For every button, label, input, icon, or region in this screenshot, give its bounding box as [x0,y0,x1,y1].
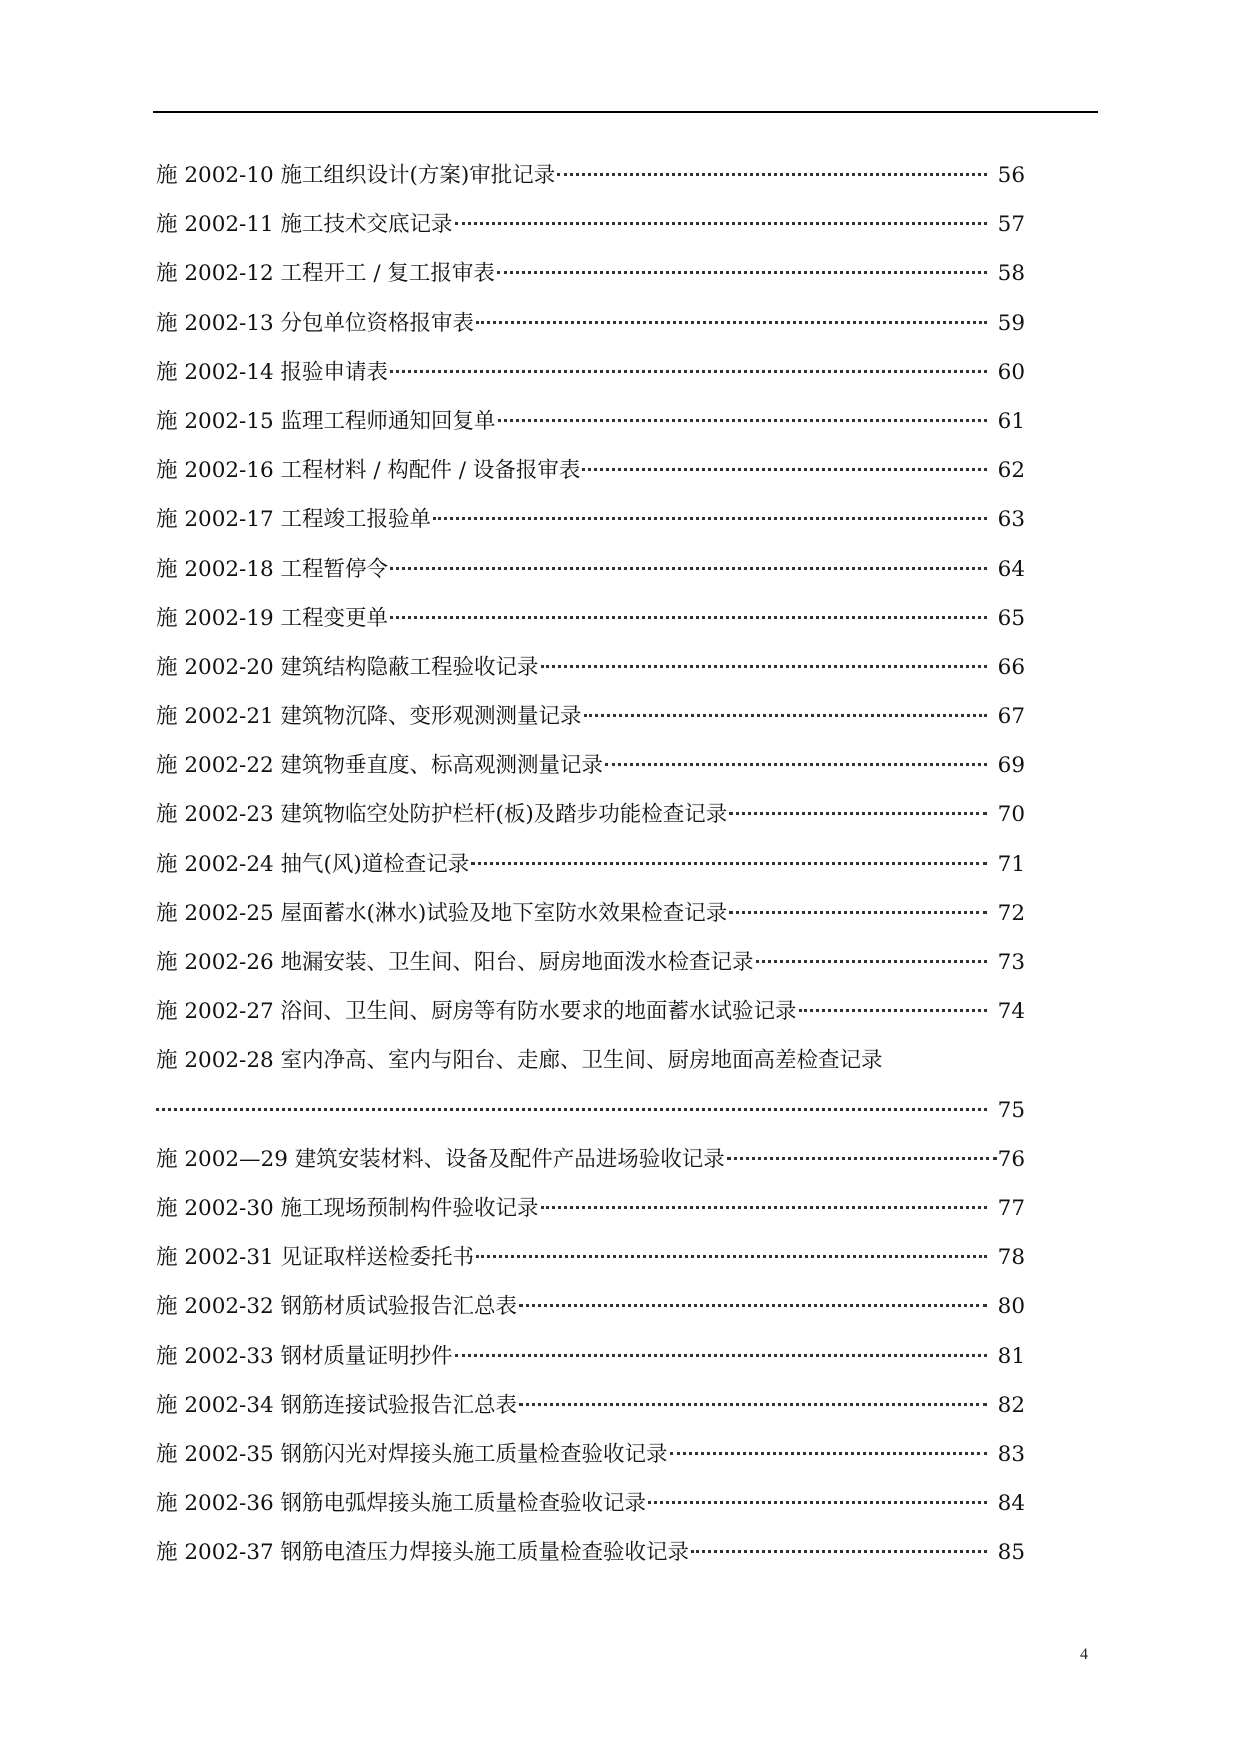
toc-entry[interactable] [156,1135,1025,1184]
toc-entry-page: 75 [997,1097,1025,1123]
toc-entry-title: 施 2002-31 见证取样送检委托书 [156,1245,475,1271]
toc-entry-title: 施 2002-14 报验申请表 [156,359,389,385]
dot-leader [476,321,987,324]
toc-entry-page: 77 [997,1195,1025,1221]
toc-entry-title: 施 2002-35 钢筋闪光对焊接头施工质量检查验收记录 [156,1441,668,1467]
toc-entry-title: 施 2002-32 钢筋材质试验报告汇总表 [156,1294,518,1320]
dot-leader [729,812,987,815]
toc-entry-page: 80 [997,1294,1025,1320]
toc-entry[interactable] [156,987,1025,1036]
toc-entry-page: 78 [997,1245,1025,1271]
toc-entry-page: 81 [997,1343,1025,1369]
toc-entry[interactable] [156,249,1025,298]
toc-entry-page: 65 [997,605,1025,631]
toc-entry-title: 施 2002-17 工程竣工报验单 [156,507,432,533]
toc-entry-page: 59 [997,310,1025,336]
toc-entry-page: 60 [997,359,1025,385]
toc-entry[interactable] [156,1233,1025,1282]
toc-entry-page: 71 [997,851,1025,877]
dot-leader [727,1157,997,1160]
toc-entry-title: 施 2002-16 工程材料 / 构配件 / 设备报审表 [156,458,581,484]
toc-entry-page: 85 [997,1540,1025,1566]
dot-leader [582,468,987,471]
toc-entry-title: 施 2002-12 工程开工 / 复工报审表 [156,261,495,287]
dot-leader [455,222,987,225]
header-rule [153,111,1098,113]
toc-entry-title: 施 2002-22 建筑物垂直度、标高观测测量记录 [156,753,604,779]
toc-entry-title: 施 2002-37 钢筋电渣压力焊接头施工质量检查验收记录 [156,1540,690,1566]
dot-leader [541,1206,987,1209]
toc-entry[interactable] [156,1528,1025,1577]
toc-entry[interactable] [156,1332,1025,1381]
dot-leader [648,1501,987,1504]
toc-entry-title: 施 2002-25 屋面蓄水(淋水)试验及地下室防水效果检查记录 [156,900,728,926]
dot-leader [476,1255,987,1258]
toc-entry-page: 66 [997,654,1025,680]
toc-entry-page: 61 [997,408,1025,434]
dot-leader [156,1108,987,1111]
toc-entry-page: 64 [997,556,1025,582]
toc-entry-title: 施 2002-36 钢筋电弧焊接头施工质量检查验收记录 [156,1491,647,1517]
toc-entry-title: 施 2002-30 施工现场预制构件验收记录 [156,1195,539,1221]
dot-leader [497,271,987,274]
toc-entry-title: 施 2002-20 建筑结构隐蔽工程验收记录 [156,654,539,680]
toc-entry[interactable] [156,348,1025,397]
page-number: 4 [1080,1646,1088,1663]
dot-leader [455,1354,987,1357]
toc-entry-title: 施 2002-13 分包单位资格报审表 [156,310,475,336]
toc-entry[interactable] [156,840,1025,889]
toc-entry-page: 58 [997,261,1025,287]
toc-entry-title: 施 2002-26 地漏安装、卫生间、阳台、厨房地面泼水检查记录 [156,950,754,975]
toc-entry-page: 67 [997,704,1025,730]
toc-entry-title: 施 2002-33 钢材质量证明抄件 [156,1343,453,1369]
toc-entry[interactable] [156,545,1025,594]
toc-entry-page: 62 [997,458,1025,484]
dot-leader [729,911,987,914]
toc-entry[interactable] [156,1479,1025,1528]
toc-entry[interactable] [156,741,1025,790]
toc-entry-page: 72 [997,900,1025,926]
toc-entry[interactable] [156,151,1025,200]
toc-entry-page: 82 [997,1392,1025,1418]
toc-entry-title: 施 2002-15 监理工程师通知回复单 [156,408,496,434]
toc-entry-title: 施 2002-27 浴间、卫生间、厨房等有防水要求的地面蓄水试验记录 [156,999,797,1025]
dot-leader [605,763,987,766]
dot-leader [799,1009,987,1012]
dot-leader [691,1550,987,1553]
toc-entry[interactable] [156,299,1025,348]
toc-entry-title: 施 2002-18 工程暂停令 [156,556,389,582]
toc-entry-wrapped-title[interactable] [156,1036,1025,1085]
dot-leader [519,1403,987,1406]
dot-leader [471,862,987,865]
toc-entry-title: 施 2002-28 室内净高、室内与阳台、走廊、卫生间、厨房地面高差检查记录 [156,1048,883,1074]
toc-entry-wrapped-leader[interactable] [156,1086,1025,1135]
dot-leader [390,567,987,570]
toc-entry[interactable] [156,643,1025,692]
toc-entry-title: 施 2002-21 建筑物沉降、变形观测测量记录 [156,704,582,730]
toc-entry-page: 69 [997,753,1025,779]
dot-leader [557,173,987,176]
toc-entry-title: 施 2002-23 建筑物临空处防护栏杆(板)及踏步功能检查记录 [156,802,728,828]
toc-entry[interactable] [156,1282,1025,1331]
toc-entry[interactable] [156,594,1025,643]
toc-entry-page: 74 [997,999,1025,1025]
dot-leader [756,960,987,963]
dot-leader [670,1452,987,1455]
toc-entry[interactable] [156,495,1025,544]
toc-entry[interactable] [156,1184,1025,1233]
toc-entry[interactable] [156,1381,1025,1430]
toc-entry-page: 83 [997,1441,1025,1467]
toc-entry-title: 施 2002—29 建筑安装材料、设备及配件产品进场验收记录 [156,1146,725,1172]
dot-leader [541,665,987,668]
dot-leader [584,714,987,717]
toc-entry-title: 施 2002-11 施工技术交底记录 [156,212,453,238]
toc-entry-title: 施 2002-24 抽气(风)道检查记录 [156,851,470,877]
toc-entry[interactable] [156,790,1025,839]
dot-leader [390,370,987,373]
toc-entry[interactable] [156,938,1025,987]
toc-entry[interactable] [156,397,1025,446]
toc-entry-page: 56 [997,163,1025,188]
dot-leader [390,616,987,619]
toc-entry[interactable] [156,692,1025,741]
toc-entry-page: 76 [997,1146,1025,1172]
toc-entry[interactable] [156,1430,1025,1479]
dot-leader [519,1304,987,1307]
toc-entry-title: 施 2002-10 施工组织设计(方案)审批记录 [156,163,556,188]
toc-entry-title: 施 2002-19 工程变更单 [156,605,389,631]
toc-entry-page: 73 [997,950,1025,975]
dot-leader [433,517,987,520]
toc-entry-page: 63 [997,507,1025,533]
toc-entry-page: 70 [997,802,1025,828]
toc-entry[interactable] [156,889,1025,938]
toc-entry[interactable] [156,200,1025,249]
toc-entry-title: 施 2002-34 钢筋连接试验报告汇总表 [156,1392,518,1418]
toc-entry-page: 57 [997,212,1025,238]
toc-entry-page: 84 [997,1491,1025,1517]
table-of-contents [156,151,1025,1577]
toc-entry[interactable] [156,446,1025,495]
dot-leader [498,419,987,422]
